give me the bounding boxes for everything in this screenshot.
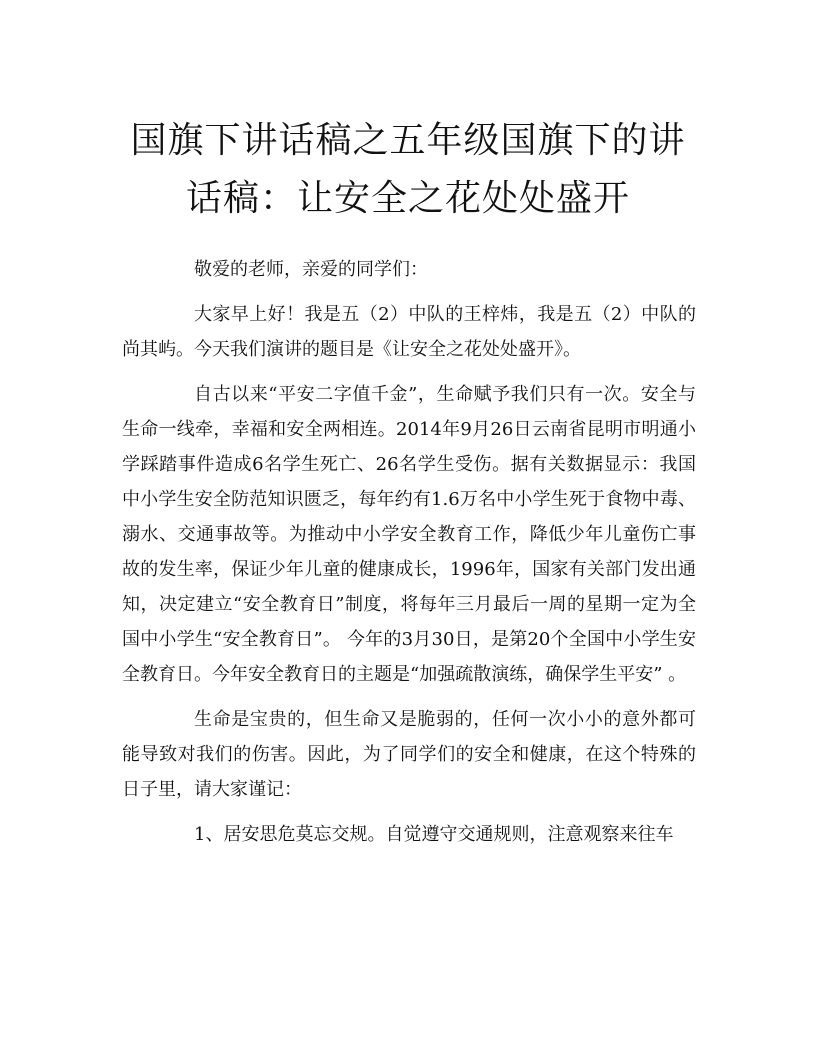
- document-title: 国旗下讲话稿之五年级国旗下的讲话稿：让安全之花处处盛开: [130, 120, 686, 219]
- document-body: [122, 252, 696, 862]
- paragraph-greeting: 敬爱的老师，亲爱的同学们：: [194, 259, 428, 280]
- paragraph-life-is-precious: 生命是宝贵的，但生命又是脆弱的，任何一次小小的意外都可能导致对我们的伤害。因此，为了同学们的安全和健康，在这个特殊的日子里，请大家谨记：: [122, 709, 696, 800]
- paragraph-introduction: 大家早上好！我是五（2）中队的王梓炜，我是五（2）中队的尚其屿。今天我们演讲的题目是《让安全之花处处盛开》。: [122, 304, 696, 360]
- paragraph-rule-1: 1、居安思危莫忘交规。自觉遵守交通规则，注意观察来往车: [194, 824, 674, 845]
- paragraph-safety-background: 自古以来“平安二字值千金”，生命赋予我们只有一次。安全与生命一线牵，幸福和安全两相连。2014年9月26日云南省昆明市明通小学踩踏事件造成6名学生死亡、26名学生受伤。据有关数据显示：我国中小学生安全防范知识匮乏，每年约有1.6万名中小学生死于食物中毒、溺水、交通事故等。为推动中小学安全教育工作，降低少年儿童伤亡事故的发生率，保证少年儿童的健康成长，1996年，国家有关部门发出通知，决定建立“安全教育日”制度，将每年三月最后一周的星期一定为全国中小学生“安全教育日”。 今年的3月30日，是第20个全国中小学生安全教育日。今年安全教育日的主题是“加强疏散演练，确保学生平安” 。: [122, 384, 696, 685]
